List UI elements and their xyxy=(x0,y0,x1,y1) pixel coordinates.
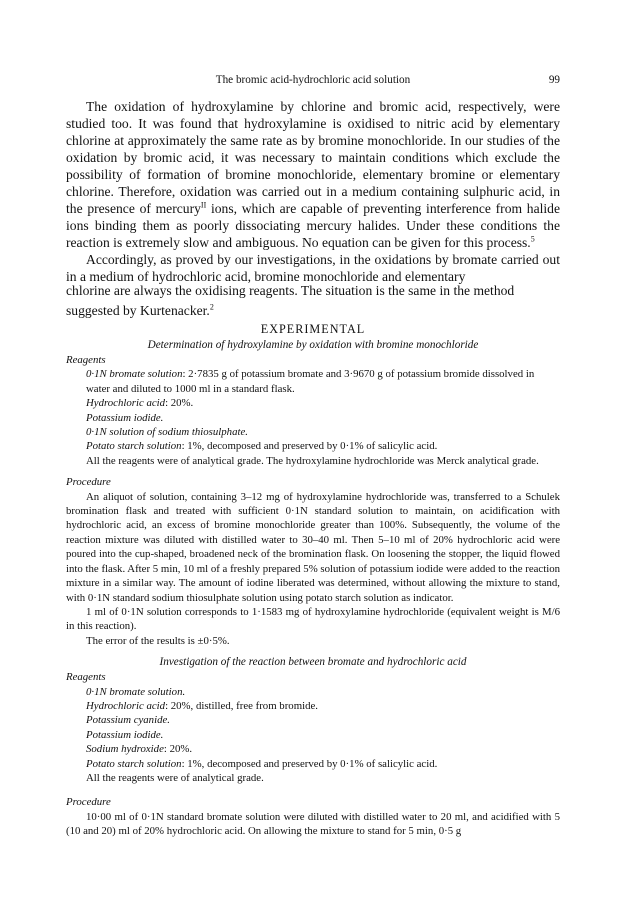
reagent-item: Potato starch solution: 1%, decomposed and preserved by 0·1% of salicylic acid. xyxy=(86,757,438,770)
intro-p2-cut-line xyxy=(66,285,560,302)
procedure-1-equivalence: 1 ml of 0·1N solution corresponds to 1·1583 mg of hydroxylamine hydrochloride (equivalent weight is M/6 in this reaction). xyxy=(66,605,560,633)
reagent-item: Potassium iodide. xyxy=(86,728,164,741)
reference-2: 2 xyxy=(209,302,214,312)
reagent-item: Hydrochloric acid: 20%. xyxy=(86,397,194,410)
procedure-1-error: The error of the results is ±0·5%. xyxy=(86,634,230,647)
intro-paragraph-2 xyxy=(66,251,560,285)
reagents-heading-1: Reagents xyxy=(66,354,106,366)
running-title: The bromic acid-hydrochloric acid solution xyxy=(215,74,411,86)
reagents-heading-2: Reagents xyxy=(66,671,106,684)
procedure-heading-2: Procedure xyxy=(66,796,111,809)
reagent-item: Potassium cyanide. xyxy=(86,714,170,727)
reagent-item: 0·1N bromate solution: 2·7835 g of potassium bromate and 3·9670 g of potassium bromide dissolved in water and diluted to 1000 ml in a standard flask. xyxy=(86,368,535,395)
reagent-item: Sodium hydroxide: 20%. xyxy=(86,743,193,756)
intro-p1-superscript: II xyxy=(200,200,207,210)
intro-p1-text: The oxidation of hydroxylamine by chlorine and bromic acid, respectively, were studied too. It was found that hydroxylamine is oxidised to nitric acid by elementary chlorine at approximately the same rate as by bromine monochloride. In our studies of the oxidation by bromic acid, it was necessary to maintain conditions which exclude the possibility of formation of bromine monochloride, elementary bromine or elementary chlorine. Therefore, oxidation was carried out in a medium containing sulphuric acid, in the presence of mercury xyxy=(66,99,560,216)
reagent-list-1 xyxy=(66,367,560,468)
subsection-title-1: Determination of hydroxylamine by oxidation with bromine monochloride xyxy=(147,339,479,351)
spacer xyxy=(66,785,560,793)
intro-p1-cont: ions, which are capable of preventing interference from halide ions binding them as poorly dissociating mercury halides. Under these conditions the reaction is extremely slow and ambiguous. No equation can be given for this process. xyxy=(66,201,560,250)
spacer xyxy=(66,468,560,473)
reagent-item: 0·1N bromate solution. xyxy=(86,685,186,698)
procedure-heading-1: Procedure xyxy=(66,476,111,489)
procedure-1-paragraph: An aliquot of solution, containing 3–12 mg of hydroxylamine hydrochloride was, transferred to a Schulek bromination flask and treated with sufficient 0·1N standard solution to maintain, on acidification with hydrochloric acid, an excess of bromine monochloride greater than 100%. Subsequently, the volume of the reaction mixture was diluted with distilled water to 30–40 ml. Then 5–10 ml of 20% hydrochloric acid were poured into the cup-shaped, broadened neck of the bromination flask. On loosening the stopper, the liquid flowed into the flask. After 5 min, 10 ml of a freshly prepared 5% solution of potassium iodide were added to the reaction mixture in a similar way. The amount of iodine liberated was determined, without allowing the mixture to stand, with 0·1N standard sodium thiosulphate solution using potato starch solution as indicator. xyxy=(66,490,560,604)
intro-p2-c: suggested by Kurtenacker. xyxy=(66,303,210,318)
reference-5: 5 xyxy=(530,234,535,244)
procedure-2-paragraph: 10·00 ml of 0·1N standard bromate solution were diluted with distilled water to 20 ml, and acidified with 5 (10 and 20) ml of 20% hydrochloric acid. On allowing the mixture to stand for 5 min, 0·5 g xyxy=(66,810,560,838)
section-heading-experimental: EXPERIMENTAL xyxy=(260,322,366,336)
reagent-item: 0·1N solution of sodium thiosulphate. xyxy=(86,426,248,439)
intro-p2-last xyxy=(66,302,560,319)
intro-p2-a: Accordingly, as proved by our investigations, in the oxidations by bromate carried out in a medium of hydrochloric acid, bromine monochloride and elementary xyxy=(66,252,560,284)
spacer xyxy=(66,648,560,656)
reagents-note-1: All the reagents were of analytical grade. The hydroxylamine hydrochloride was Merck analytical grade. xyxy=(86,454,539,467)
page-header xyxy=(66,74,560,88)
procedure-1 xyxy=(66,490,560,648)
subsection-title-2: Investigation of the reaction between bromate and hydrochloric acid xyxy=(159,656,467,669)
intro-p2-b: chlorine are always the oxidising reagents. The situation is the same in the method xyxy=(66,285,515,298)
reagents-note-2: All the reagents were of analytical grade. xyxy=(86,771,264,784)
procedure-2 xyxy=(66,810,560,839)
reagent-item: Potassium iodide. xyxy=(86,411,164,424)
reagent-item: Potato starch solution: 1%, decomposed and preserved by 0·1% of salicylic acid. xyxy=(86,440,438,453)
reagent-list-2 xyxy=(66,685,560,786)
page-body xyxy=(66,98,560,839)
page-number: 99 xyxy=(548,74,560,86)
intro-paragraph-1 xyxy=(66,98,560,251)
reagent-item: Hydrochloric acid: 20%, distilled, free from bromide. xyxy=(86,699,318,712)
